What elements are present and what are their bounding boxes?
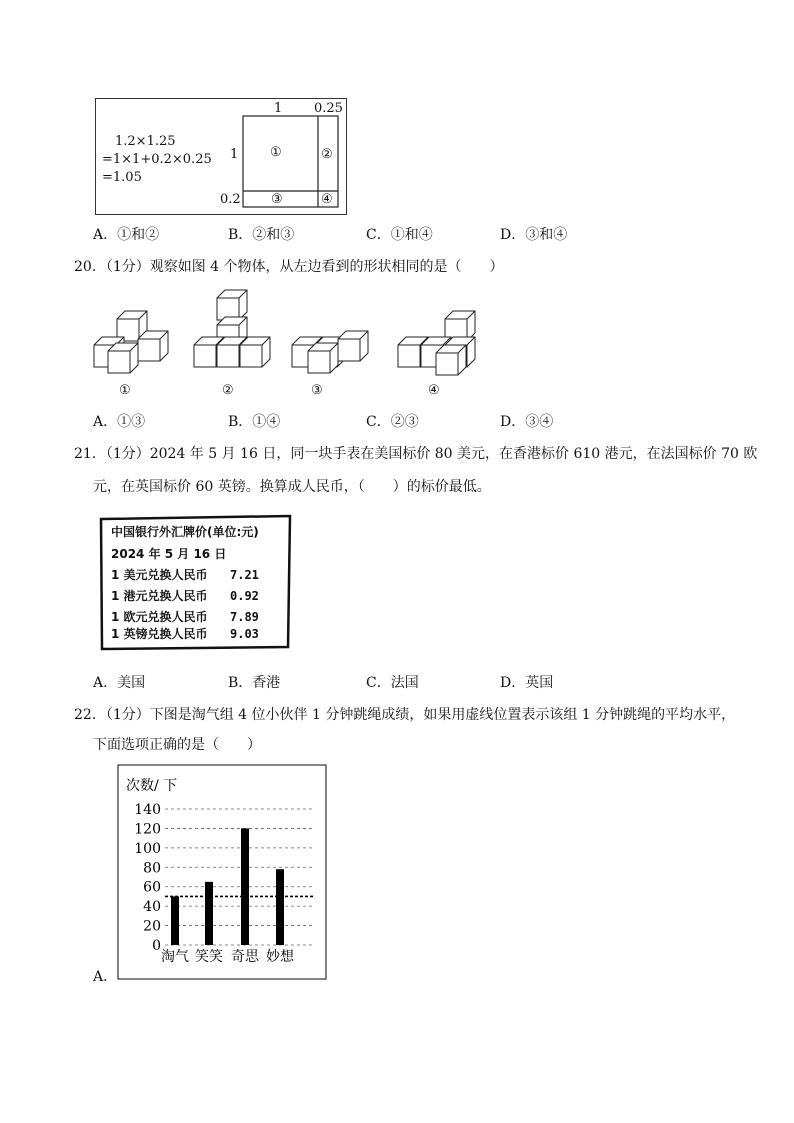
y-tick-label: 40 [143, 899, 161, 916]
q21-stem-line-2: 元，在英国标价 60 英镑。换算成人民币，（ ）的标价最低。 [93, 479, 491, 495]
q19-option-a[interactable]: A．①和② [93, 227, 160, 243]
bar-1 [171, 896, 179, 945]
q21-rate-row-value-4: 9.03 [230, 627, 259, 641]
y-tick-label: 0 [152, 938, 161, 954]
q21-option-d[interactable]: D．英国 [500, 675, 554, 691]
chart-ylabel: 次数/ 下 [126, 778, 178, 794]
q22-option-a-bar-chart[interactable] [117, 764, 327, 981]
q21-option-c[interactable]: C．法国 [366, 675, 419, 691]
y-tick-label: 140 [134, 802, 161, 818]
q22-option-a-letter[interactable]: A． [93, 969, 118, 985]
q21-rate-row-label-3: 1 欧元兑换人民币 [111, 610, 208, 624]
q20-option-b[interactable]: B．①④ [228, 414, 281, 430]
q19-calc-line-2: =1×1+0.2×0.25 [102, 152, 212, 167]
q19-region-1: ① [270, 145, 282, 160]
q21-rate-row-value-3: 7.89 [230, 610, 259, 624]
bar-2 [205, 882, 213, 945]
q19-calc-line-3: =1.05 [102, 170, 142, 185]
q19-option-d[interactable]: D．③和④ [500, 227, 568, 243]
q21-rate-row-label-2: 1 港元兑换人民币 [111, 589, 208, 603]
x-category-label: 淘气 [161, 949, 189, 965]
y-tick-label: 80 [143, 860, 161, 877]
q21-option-a[interactable]: A．美国 [93, 675, 146, 691]
figure-2-cubes [194, 290, 270, 367]
q20-figure-label-3: ③ [311, 383, 323, 398]
q19-option-b[interactable]: B．②和③ [228, 227, 295, 243]
q20-figure-label-4: ④ [428, 383, 440, 398]
q22-stem-line-2: 下面选项正确的是（ ） [93, 737, 261, 753]
y-tick-label: 120 [134, 821, 161, 838]
q21-rate-row-value-1: 7.21 [230, 568, 259, 582]
y-tick-label: 100 [134, 840, 161, 857]
bar-4 [276, 869, 284, 945]
q19-label-top-025: 0.25 [314, 101, 343, 116]
q21-rate-card-title: 中国银行外汇牌价(单位:元) [111, 525, 259, 539]
y-tick-label: 60 [143, 879, 161, 896]
q21-stem-line-1: 21．（1分）2024 年 5 月 16 日，同一块手表在美国标价 80 美元，在香港标价 610 港元，在法国标价 70 欧 [74, 446, 758, 462]
q21-rate-row-value-2: 0.92 [230, 589, 259, 603]
q21-option-b[interactable]: B．香港 [228, 675, 281, 691]
q19-region-4: ④ [321, 192, 333, 207]
x-category-label: 妙想 [266, 949, 294, 965]
q22-stem-line-1: 22．（1分）下图是淘气组 4 位小伙伴 1 分钟跳绳成绩，如果用虚线位置表示该组 1 分钟跳绳的平均水平， [74, 707, 736, 723]
q19-option-c[interactable]: C．①和④ [366, 227, 433, 243]
q21-rate-card-date: 2024 年 5 月 16 日 [111, 547, 227, 561]
q20-cube-figures [88, 285, 488, 380]
q20-option-a[interactable]: A．①③ [93, 414, 146, 430]
q21-rate-row-label-1: 1 美元兑换人民币 [111, 568, 208, 582]
q19-region-3: ③ [271, 192, 283, 207]
q20-figure-label-1: ① [119, 383, 131, 398]
q19-calc-line-1: 1.2×1.25 [115, 134, 176, 149]
bar-3 [241, 828, 249, 945]
x-category-label: 笑笑 [195, 949, 223, 965]
y-tick-label: 20 [143, 918, 161, 935]
q21-rate-row-label-4: 1 英镑兑换人民币 [111, 627, 208, 641]
q20-stem: 20．（1分）观察如图 4 个物体，从左边看到的形状相同的是（ ） [74, 259, 504, 275]
q20-figure-label-2: ② [222, 383, 234, 398]
q19-label-left-1: 1 [230, 147, 239, 162]
figure-1-cubes [94, 311, 168, 373]
q19-region-2: ② [321, 147, 333, 162]
q19-label-top-1: 1 [274, 101, 283, 116]
figure-3-cubes [292, 331, 368, 373]
q20-option-d[interactable]: D．③④ [500, 414, 554, 430]
x-category-label: 奇思 [231, 949, 259, 965]
figure-4-cubes [398, 311, 475, 375]
q19-label-bottom-02: 0.2 [220, 192, 241, 207]
q20-option-c[interactable]: C．②③ [366, 414, 419, 430]
